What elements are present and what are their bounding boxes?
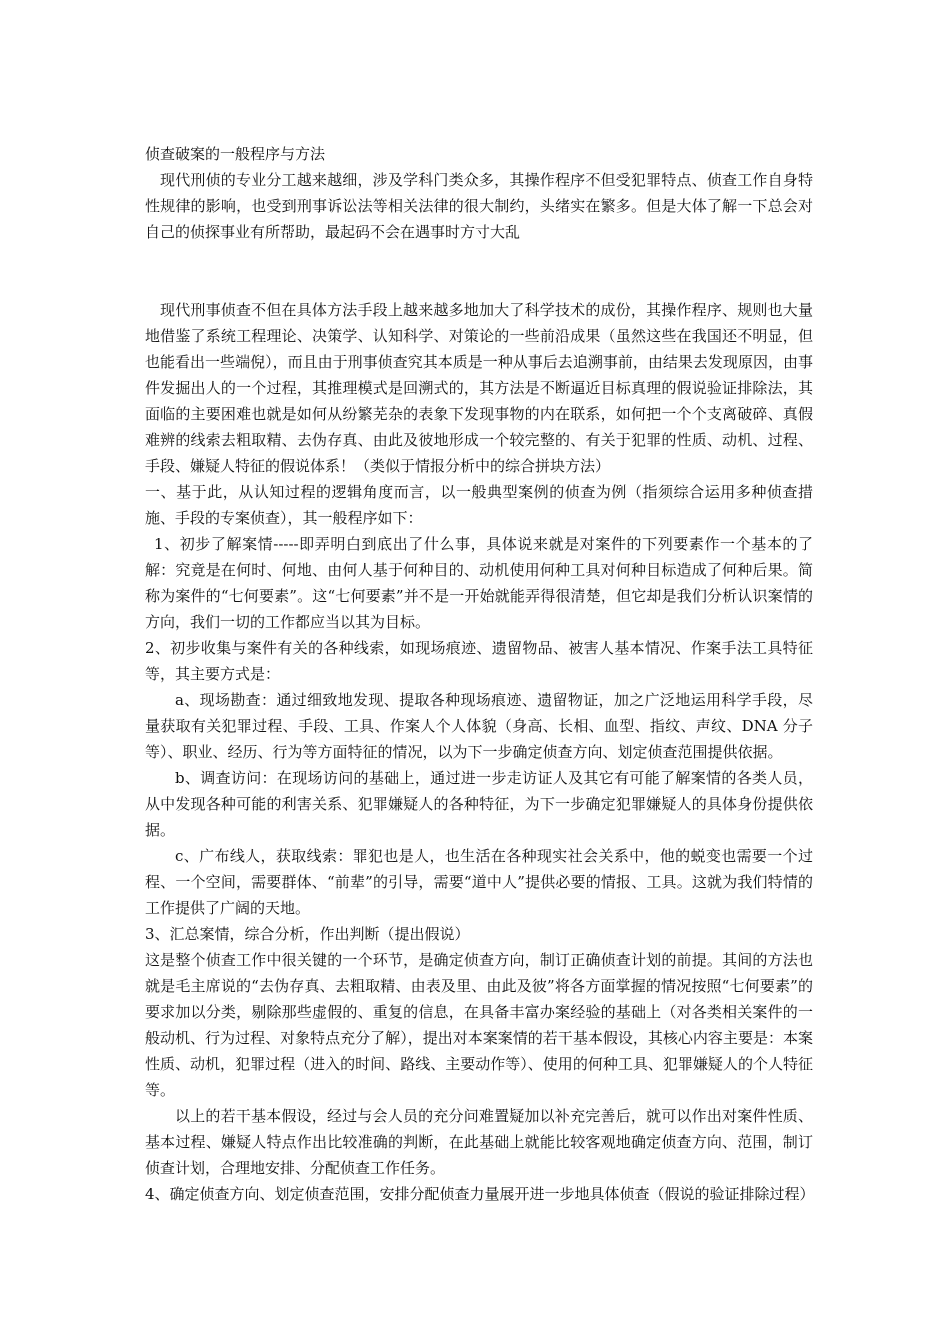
procedure-item-3: 3、汇总案情，综合分析，作出判断（提出假说） [145, 925, 470, 943]
procedure-item-3-body-2: 以上的若干基本假设，经过与会人员的充分问难置疑加以补充完善后，就可以作出对案件性质、基本过程、嫌疑人特点作出比较准确的判断，在此基础上就能比较客观地确定侦查方向、范围，制订侦查计划，合理地安排、分配侦查工作任务。 [145, 1107, 813, 1177]
procedure-item-3-body: 这是整个侦查工作中很关键的一个环节，是确定侦查方向，制订正确侦查计划的前提。其间的方法也就是毛主席说的“去伪存真、去粗取精、由表及里、由此及彼”将各方面掌握的情况按照“七何要素”的要求加以分类，剔除那些虚假的、重复的信息，在具备丰富办案经验的基础上（对各类相关案件的一般动机、行为过程、对象特点充分了解），提出对本案案情的若干基本假设，其核心内容主要是：本案性质、动机，犯罪过程（进入的时间、路线、主要动作等）、使用的何种工具、犯罪嫌疑人的个人特征等。 [145, 951, 813, 1099]
procedure-item-1: 1、初步了解案情-----即弄明白到底出了什么事，具体说来就是对案件的下列要素作一个基本的了解：究竟是在何时、何地、由何人基于何种目的、动机使用何种工具对何种目标造成了何种后果。简称为案件的“七何要素”。这“七何要素”并不是一开始就能弄得很清楚，但它却是我们分析认识案情的方向，我们一切的工作都应当以其为目标。 [145, 535, 813, 631]
procedure-item-4: 4、确定侦查方向、划定侦查范围，安排分配侦查力量展开进一步地具体侦查（假说的验证排除过程） [145, 1185, 815, 1203]
document-title: 侦查破案的一般程序与方法 [145, 145, 326, 163]
intro-paragraph: 现代刑侦的专业分工越来越细，涉及学科门类众多，其操作程序不但受犯罪特点、侦查工作自身特性规律的影响，也受到刑事诉讼法等相关法律的很大制约，头绪实在繁多。但是大体了解一下总会对自己的侦探事业有所帮助，最起码不会在遇事时方寸大乱 [145, 171, 813, 241]
paragraph-spacer [145, 245, 813, 271]
paragraph-spacer [145, 271, 813, 297]
procedure-item-2c: c、广布线人，获取线索：罪犯也是人，也生活在各种现实社会关系中，他的蜕变也需要一个过程、一个空间，需要群体、“前辈”的引导，需要“道中人”提供必要的情报、工具。这就为我们特情的工作提供了广阔的天地。 [145, 847, 813, 917]
methodology-paragraph: 现代刑事侦查不但在具体方法手段上越来越多地加大了科学技术的成份，其操作程序、规则也大量地借鉴了系统工程理论、决策学、认知科学、对策论的一些前沿成果（虽然这些在我国还不明显，但也能看出一些端倪），而且由于刑事侦查究其本质是一种从事后去追溯事前，由结果去发现原因，由事件发掘出人的一个过程，其推理模式是回溯式的，其方法是不断逼近目标真理的假说验证排除法，其面临的主要困难也就是如何从纷繁芜杂的表象下发现事物的内在联系，如何把一个个支离破碎、真假难辨的线索去粗取精、去伪存真、由此及彼地形成一个较完整的、有关于犯罪的性质、动机、过程、手段、嫌疑人特征的假说体系！（类似于情报分析中的综合拼块方法） [145, 301, 813, 475]
document-page [145, 141, 813, 1207]
procedure-item-2b: b、调查访问：在现场访问的基础上，通过进一步走访证人及其它有可能了解案情的各类人员，从中发现各种可能的利害关系、犯罪嫌疑人的各种特征，为下一步确定犯罪嫌疑人的具体身份提供依据。 [145, 769, 813, 839]
procedure-item-2: 2、初步收集与案件有关的各种线索，如现场痕迹、遗留物品、被害人基本情况、作案手法工具特征等，其主要方式是： [145, 639, 813, 683]
section-heading-1: 一、基于此，从认知过程的逻辑角度而言，以一般典型案例的侦查为例（指须综合运用多种侦查措施、手段的专案侦查），其一般程序如下： [145, 483, 813, 527]
procedure-item-2a: a、现场勘查：通过细致地发现、提取各种现场痕迹、遗留物证，加之广泛地运用科学手段，尽量获取有关犯罪过程、手段、工具、作案人个人体貌（身高、长相、血型、指纹、声纹、DNA 分子等）、职业、经历、行为等方面特征的情况，以为下一步确定侦查方向、划定侦查范围提供依据。 [145, 691, 813, 761]
